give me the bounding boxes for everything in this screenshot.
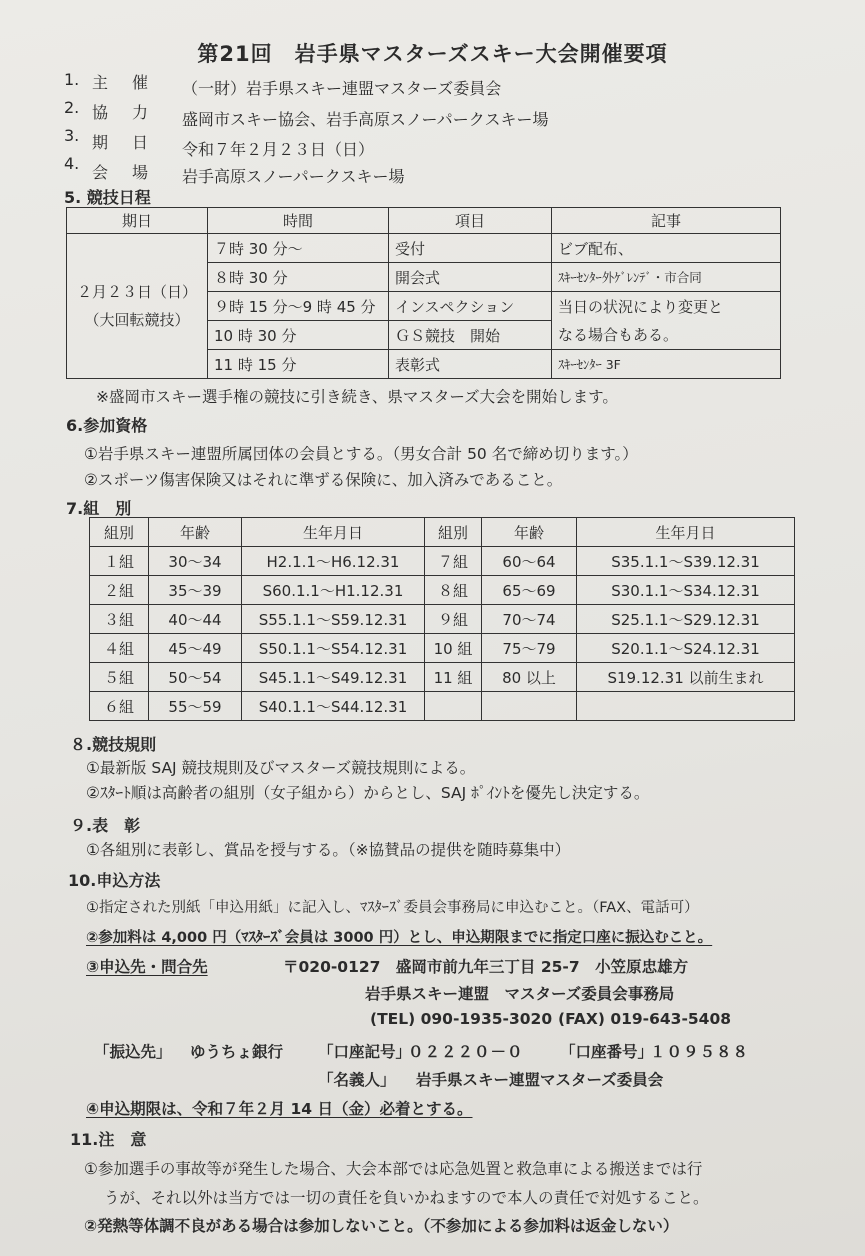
- eligibility-item: ①岩手県スキー連盟所属団体の会員とする。（男女合計 50 名で締め切ります。）: [84, 445, 638, 463]
- group-age: 80 以上: [482, 663, 577, 692]
- table-row: [90, 663, 795, 692]
- group-age: 60～64: [482, 547, 577, 576]
- awards-heading: ９.表 彰: [70, 816, 141, 835]
- group-age: 35～39: [149, 576, 242, 605]
- schedule-footnote: ※盛岡市スキー選手権の競技に引き続き、県マスターズ大会を開始します。: [96, 388, 618, 406]
- schedule-header: 記事: [552, 208, 781, 234]
- schedule-item: 表彰式: [389, 350, 552, 379]
- groups-header: 生年月日: [242, 518, 425, 547]
- application-fax: (FAX) 019-643-5408: [558, 1010, 732, 1028]
- schedule-note: 当日の状況により変更と: [558, 297, 724, 316]
- group-birth: S20.1.1～S24.12.31: [577, 634, 795, 663]
- account-symbol: ０２２２０－０: [408, 1043, 524, 1061]
- group-age: 70～74: [482, 605, 577, 634]
- groups-header: 組別: [425, 518, 482, 547]
- overview-label: 期 日: [92, 133, 153, 152]
- application-contact-label: ③申込先・問合先: [86, 958, 208, 976]
- groups-heading: 7.組 別: [66, 499, 132, 518]
- schedule-header: 期日: [67, 208, 208, 234]
- schedule-time: ８時 30 分: [208, 263, 389, 292]
- schedule-item: ＧＳ競技 開始: [389, 321, 552, 350]
- group-age: 55～59: [149, 692, 242, 721]
- account-number: １０９５８８: [650, 1043, 750, 1061]
- overview-label: 協 力: [92, 103, 153, 122]
- caution-heading: 11.注 意: [70, 1130, 147, 1149]
- awards-item: ①各組別に表彰し、賞品を授与する。（※協賛品の提供を随時募集中）: [86, 841, 571, 859]
- eligibility-item: ②スポーツ傷害保険又はそれに準ずる保険に、加入済みであること。: [84, 471, 563, 489]
- table-row: [90, 692, 795, 721]
- group-age: 50～54: [149, 663, 242, 692]
- rules-item: ②ｽﾀｰﾄ順は高齢者の組別（女子組から）からとし、SAJ ﾎﾟｲﾝﾄを優先し決定する。: [86, 784, 650, 802]
- schedule-item: 受付: [389, 234, 552, 263]
- table-row: [90, 576, 795, 605]
- overview-label: 主 催: [92, 73, 153, 92]
- schedule-event: （大回転競技）: [84, 311, 190, 329]
- overview-value: 盛岡市スキー協会、岩手高原スノーパークスキー場: [182, 110, 549, 129]
- schedule-note: ｽｷｰｾﾝﾀｰ外ｹﾞﾚﾝﾃﾞ・市合同: [552, 263, 781, 292]
- rules-item: ①最新版 SAJ 競技規則及びマスターズ競技規則による。: [86, 759, 476, 777]
- account-holder: 岩手県スキー連盟マスターズ委員会: [416, 1071, 664, 1089]
- group-name: ７組: [425, 547, 482, 576]
- overview-num: 1.: [64, 70, 80, 89]
- application-tel: (TEL) 090-1935-3020: [370, 1010, 553, 1028]
- application-office: 岩手県スキー連盟 マスターズ委員会事務局: [365, 985, 675, 1003]
- eligibility-heading: 6.参加資格: [66, 416, 148, 435]
- schedule-time: 11 時 15 分: [208, 350, 389, 379]
- group-name: ４組: [90, 634, 149, 663]
- group-name: １組: [90, 547, 149, 576]
- caution-item: ②発熱等体調不良がある場合は参加しないこと。（不参加による参加料は返金しない）: [84, 1217, 679, 1235]
- group-birth: S19.12.31 以前生まれ: [577, 663, 795, 692]
- group-birth: H2.1.1～H6.12.31: [242, 547, 425, 576]
- application-deadline: ④申込期限は、令和７年２月 14 日（金）必着とする。: [86, 1100, 473, 1118]
- group-birth: S25.1.1～S29.12.31: [577, 605, 795, 634]
- groups-header: 組別: [90, 518, 149, 547]
- group-age: 65～69: [482, 576, 577, 605]
- group-name: 11 組: [425, 663, 482, 692]
- group-birth: S45.1.1～S49.12.31: [242, 663, 425, 692]
- group-age: 30～34: [149, 547, 242, 576]
- overview-value: 岩手高原スノーパークスキー場: [182, 167, 405, 186]
- bank-name: ゆうちょ銀行: [190, 1043, 284, 1061]
- group-birth: S55.1.1～S59.12.31: [242, 605, 425, 634]
- group-birth: S30.1.1～S34.12.31: [577, 576, 795, 605]
- application-fee: ②参加料は 4,000 円（ﾏｽﾀｰｽﾞ会員は 3000 円）とし、申込期限までに指定口座に振込むこと。: [86, 930, 713, 946]
- schedule-date: ２月２３日（日）: [76, 283, 197, 301]
- overview-label: 会 場: [92, 163, 153, 182]
- schedule-note: ビブ配布、: [552, 234, 781, 263]
- group-name: 10 組: [425, 634, 482, 663]
- schedule-note: なる場合もある。: [558, 325, 679, 344]
- group-birth: S60.1.1～H1.12.31: [242, 576, 425, 605]
- caution-item-continued: うが、それ以外は当方では一切の責任を負いかねますので本人の責任で対処すること。: [104, 1189, 709, 1207]
- group-name: [425, 692, 482, 721]
- application-address: 〒020-0127 盛岡市前九年三丁目 25-7 小笠原忠雄方: [283, 958, 689, 976]
- account-holder-label: 「名義人」: [318, 1071, 396, 1089]
- schedule-note-cell: [552, 292, 781, 350]
- group-age: 75～79: [482, 634, 577, 663]
- schedule-note: ｽｷｰｾﾝﾀｰ 3F: [552, 350, 781, 379]
- group-name: ３組: [90, 605, 149, 634]
- group-age: 40～44: [149, 605, 242, 634]
- application-heading: 10.申込方法: [68, 871, 161, 890]
- account-number-label: 「口座番号」: [560, 1043, 654, 1061]
- overview-num: 2.: [64, 98, 80, 117]
- caution-item: ①参加選手の事故等が発生した場合、大会本部では応急処置と救急車による搬送までは行: [84, 1160, 703, 1178]
- schedule-time: ９時 15 分～9 時 45 分: [208, 292, 389, 321]
- page-title: 第21回 岩手県マスターズスキー大会開催要項: [197, 42, 668, 66]
- schedule-time: ７時 30 分～: [208, 234, 389, 263]
- groups-header: 年齢: [149, 518, 242, 547]
- schedule-item: インスペクション: [389, 292, 552, 321]
- group-age: 45～49: [149, 634, 242, 663]
- group-age: [482, 692, 577, 721]
- overview-num: 3.: [64, 126, 80, 145]
- schedule-time: 10 時 30 分: [208, 321, 389, 350]
- schedule-header: 時間: [208, 208, 389, 234]
- schedule-heading: 5. 競技日程: [64, 188, 151, 207]
- table-row: [90, 605, 795, 634]
- overview-num: 4.: [64, 154, 80, 173]
- group-name: ２組: [90, 576, 149, 605]
- table-row: [90, 547, 795, 576]
- schedule-date-cell: [67, 234, 208, 379]
- group-birth: S50.1.1～S54.12.31: [242, 634, 425, 663]
- overview-value: 令和７年２月２３日（日）: [182, 140, 375, 159]
- group-name: ６組: [90, 692, 149, 721]
- groups-header: 生年月日: [577, 518, 795, 547]
- overview-value: （一財）岩手県スキー連盟マスターズ委員会: [182, 79, 502, 98]
- group-name: ５組: [90, 663, 149, 692]
- schedule-header: 項目: [389, 208, 552, 234]
- group-birth: S40.1.1～S44.12.31: [242, 692, 425, 721]
- schedule-table: [66, 207, 781, 379]
- groups-table: [89, 517, 795, 721]
- groups-header: 年齢: [482, 518, 577, 547]
- group-birth: [577, 692, 795, 721]
- group-birth: S35.1.1～S39.12.31: [577, 547, 795, 576]
- table-row: [90, 634, 795, 663]
- rules-heading: ８.競技規則: [70, 735, 157, 754]
- group-name: ８組: [425, 576, 482, 605]
- group-name: ９組: [425, 605, 482, 634]
- account-symbol-label: 「口座記号」: [318, 1043, 412, 1061]
- bank-label: 「振込先」: [94, 1043, 172, 1061]
- application-item: ①指定された別紙「申込用紙」に記入し、ﾏｽﾀｰｽﾞ委員会事務局に申込むこと。（FAX、電話可）: [86, 900, 699, 916]
- schedule-item: 開会式: [389, 263, 552, 292]
